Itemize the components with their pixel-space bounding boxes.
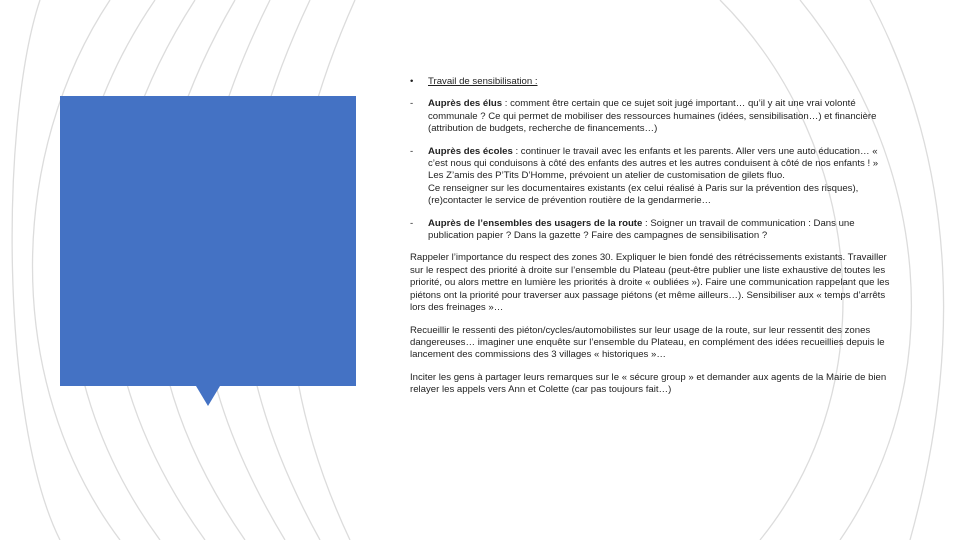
list-item-ecoles: [410, 146, 895, 208]
list-item-elus: [410, 98, 895, 135]
list-item-text: Auprès des élus : comment être certain que ce sujet soit jugé important… qu’il y ait une vrai volonté communale ? Ce qui permet de mobiliser des ressources humaines (idées, sensibilisation…) et financière (attribution de budgets, recherche de financements…): [428, 98, 877, 135]
section-heading: [410, 76, 895, 88]
paragraph-ressenti: Recueillir le ressenti des piéton/cycles/automobilistes sur leur usage de la route, sur leur ressentit des zones dangereuses… imaginer une enquête sur l’ensemble du Plateau, en complément des idées recueillies depuis le lancement des commissions des 3 villages « historiques »…: [410, 324, 885, 361]
callout-box: [60, 96, 356, 386]
list-item-label: Auprès des élus: [428, 98, 503, 110]
content-area: [410, 76, 895, 407]
paragraph-zones30: Rappeler l’importance du respect des zones 30. Expliquer le bien fondé des rétrécissements existants. Travailler sur le respect des priorité à droite sur l’ensemble du Plateau (peut-être publier une liste exhaustive de toutes les priorité, ou alors mettre en lumière les priorités à droite « oubliées »). Faire une communication rappelant que les piétons ont la priorité pour traverser aux passage piétons (et même ailleurs…). Sensibiliser aux « temps d’arrêts lors des freinages »…: [410, 252, 890, 314]
section-title: Travail de sensibilisation :: [428, 76, 538, 87]
list-item-usagers: [410, 218, 895, 243]
dash-marker: -: [410, 217, 414, 229]
list-item-text: Auprès de l’ensembles des usagers de la route : Soigner un travail de communication : Dans une publication papier ? Dans la gazette ? Faire des campagnes de sensibilisation ?: [428, 217, 855, 242]
list-item-text: Auprès des écoles : continuer le travail avec les enfants et les parents. Aller vers une auto éducation… « c’est nous qui conduisons à côté des enfants des autres et les autres conduisent à côté de nos enfants ! »: [428, 145, 879, 170]
bullet-marker: •: [410, 76, 414, 87]
list-item-label: Auprès des écoles: [428, 145, 513, 157]
list-item-line: Les Z’amis des P’Tits D’Homme, prévoient un atelier de customisation de gilets fluo.: [428, 170, 785, 182]
list-item-line: Ce renseigner sur les documentaires existants (ex celui réalisé à Paris sur la prévention des risques), (re)contacter le service de prévention routière de la gendarmerie…: [428, 182, 859, 207]
list-item-label: Auprès de l’ensembles des usagers de la route: [428, 217, 643, 229]
dash-marker: -: [410, 145, 414, 157]
dash-marker: -: [410, 98, 414, 110]
paragraph-secure-group: Inciter les gens à partager leurs remarques sur le « sécure group » et demander aux agents de la Mairie de bien relayer les appels vers Ann et Colette (car pas toujours fait…): [410, 371, 887, 396]
callout-pointer: [196, 386, 220, 406]
